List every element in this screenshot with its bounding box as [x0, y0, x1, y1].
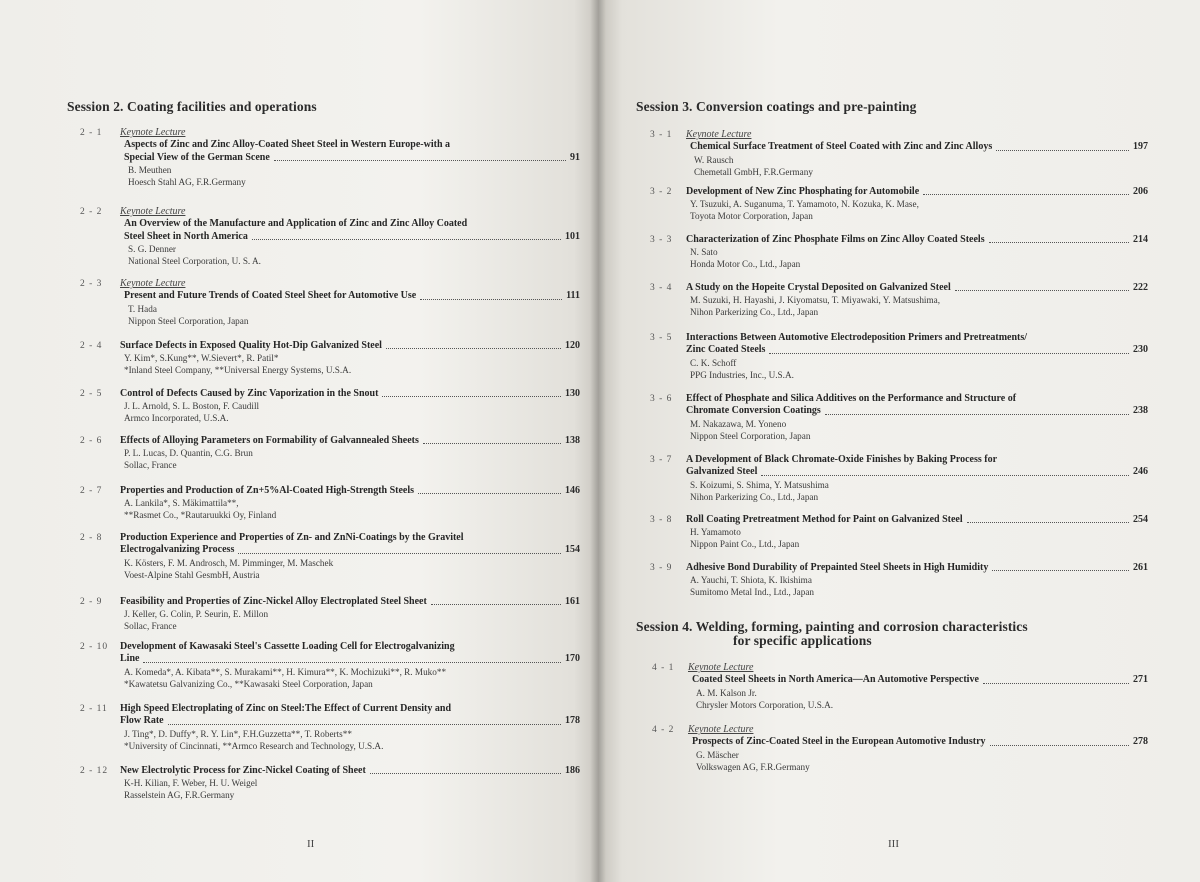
entry-number: 3 - 5 — [650, 333, 673, 343]
leader-dots — [382, 396, 561, 397]
entry-authors: K. Kösters, F. M. Androsch, M. Pimminger, M. Maschek — [124, 557, 334, 568]
entry-authors: A. M. Kalson Jr. — [696, 687, 757, 698]
page-number: 254 — [1133, 514, 1148, 525]
page-number: 178 — [565, 715, 580, 727]
page-number: 138 — [565, 435, 580, 446]
entry-title: Special View of the German Scene — [124, 151, 270, 163]
leader-dots — [431, 604, 561, 605]
page-number: 261 — [1133, 562, 1148, 573]
leader-dots — [143, 662, 561, 663]
left-page — [0, 0, 598, 882]
keynote-label: Keynote Lecture — [686, 129, 752, 140]
page-number: 101 — [565, 230, 580, 242]
leader-dots — [274, 160, 566, 161]
entry-title-row — [686, 141, 1148, 153]
entry-title-row — [686, 562, 1148, 574]
entry-number: 2 - 6 — [80, 436, 103, 446]
page-number: 230 — [1133, 344, 1148, 356]
page-number: 278 — [1133, 736, 1148, 748]
entry-title: Adhesive Bond Durability of Prepainted Steel Sheets in High Humidity — [686, 562, 989, 573]
leader-dots — [989, 242, 1129, 243]
entry-affiliation: Nihon Parkerizing Co., Ltd., Japan — [690, 307, 819, 318]
session-4-title — [636, 620, 1028, 648]
leader-dots — [761, 475, 1129, 476]
entry-affiliation: *University of Cincinnati, **Armco Research and Technology, U.S.A. — [124, 740, 384, 751]
entry-title-row — [686, 282, 1148, 294]
entry-title-row — [120, 715, 580, 727]
page-folio-left: II — [307, 838, 315, 850]
entry-title-line: High Speed Electroplating of Zinc on Steel:The Effect of Current Density and — [120, 703, 452, 714]
entry-affiliation: Volkswagen AG, F.R.Germany — [696, 761, 810, 772]
session-2-title: Session 2. Coating facilities and operations — [67, 99, 317, 114]
entry-authors: J. Keller, G. Colin, P. Seurin, E. Millon — [124, 609, 269, 620]
entry-affiliation: Nippon Steel Corporation, Japan — [690, 430, 811, 441]
entry-title-row — [120, 152, 580, 164]
entry-title: Chemical Surface Treatment of Steel Coated with Zinc and Zinc Alloys — [690, 141, 993, 153]
entry-title: Surface Defects in Exposed Quality Hot-Dip Galvanized Steel — [120, 340, 382, 351]
entry-title: Zinc Coated Steels — [686, 344, 766, 356]
leader-dots — [252, 239, 561, 240]
entry-number: 3 - 8 — [650, 515, 673, 525]
page-number: 91 — [570, 151, 580, 163]
entry-authors: A. Komeda*, A. Kibata**, S. Murakami**, H. Kimura**, K. Mochizuki**, R. Muko** — [124, 666, 447, 677]
entry-title-row — [688, 674, 1148, 686]
entry-title-row — [686, 234, 1148, 246]
entry-title: Galvanized Steel — [686, 466, 758, 478]
page-number: 246 — [1133, 466, 1148, 478]
entry-title-row — [120, 653, 580, 665]
entry-title-row — [120, 231, 580, 243]
entry-number: 3 - 3 — [650, 235, 673, 245]
entry-title-row — [686, 514, 1148, 526]
entry-affiliation: *Inland Steel Company, **Universal Energy Systems, U.S.A. — [124, 365, 352, 376]
entry-number: 2 - 8 — [80, 533, 103, 543]
entry-authors: B. Meuthen — [128, 165, 172, 176]
entry-number: 4 - 1 — [652, 663, 675, 673]
page-number: 111 — [566, 290, 580, 302]
entry-authors: Y. Kim*, S.Kung**, W.Sievert*, R. Patil* — [124, 353, 279, 364]
entry-title: Effects of Alloying Parameters on Formability of Galvannealed Sheets — [120, 435, 419, 446]
entry-affiliation: Sumitomo Metal Ind., Ltd., Japan — [690, 587, 815, 598]
leader-dots — [386, 348, 561, 349]
entry-title: Properties and Production of Zn+5%Al-Coated High-Strength Steels — [120, 485, 415, 496]
entry-title-row — [688, 736, 1148, 748]
entry-number: 3 - 9 — [650, 563, 673, 573]
leader-dots — [825, 414, 1129, 415]
entry-number: 3 - 7 — [650, 455, 673, 465]
keynote-label: Keynote Lecture — [688, 662, 754, 673]
entry-title-line: Effect of Phosphate and Silica Additives on the Performance and Structure of — [686, 393, 1017, 404]
entry-authors: Y. Tsuzuki, A. Suganuma, T. Yamamoto, N. Kozuka, K. Mase, — [690, 199, 919, 210]
leader-dots — [420, 299, 562, 300]
entry-authors: W. Rausch — [694, 154, 734, 165]
entry-number: 3 - 4 — [650, 283, 673, 293]
entry-affiliation: Rasselstein AG, F.R.Germany — [124, 790, 235, 801]
right-page — [598, 0, 1200, 882]
page-number: 146 — [565, 485, 580, 496]
leader-dots — [923, 194, 1129, 195]
entry-title-row — [686, 186, 1148, 198]
entry-affiliation: Voest-Alpine Stahl GesmbH, Austria — [124, 569, 260, 580]
entry-affiliation: Honda Motor Co., Ltd., Japan — [690, 259, 801, 270]
page-number: 214 — [1133, 234, 1148, 245]
entry-title: Electrogalvanizing Process — [120, 544, 235, 556]
entry-authors: A. Yauchi, T. Shiota, K. Ikishima — [690, 575, 812, 586]
entry-title-row — [120, 544, 580, 556]
entry-title: Steel Sheet in North America — [124, 230, 248, 242]
entry-affiliation: Chrysler Motors Corporation, U.S.A. — [696, 699, 834, 710]
entry-authors: M. Nakazawa, M. Yoneno — [690, 418, 787, 429]
leader-dots — [967, 522, 1129, 523]
entry-title-row — [686, 466, 1148, 478]
entry-title: Prospects of Zinc-Coated Steel in the European Automotive Industry — [692, 736, 986, 748]
leader-dots — [992, 570, 1129, 571]
keynote-label: Keynote Lecture — [120, 127, 186, 138]
entry-title: Present and Future Trends of Coated Steel Sheet for Automotive Use — [124, 290, 417, 302]
entry-title: Line — [120, 653, 140, 665]
page-number: 186 — [565, 765, 580, 776]
entry-title: Roll Coating Pretreatment Method for Paint on Galvanized Steel — [686, 514, 963, 525]
entry-number: 3 - 1 — [650, 130, 673, 140]
page-number: 222 — [1133, 282, 1148, 293]
leader-dots — [769, 353, 1129, 354]
entry-affiliation: **Rasmet Co., *Rautaruukki Oy, Finland — [124, 510, 277, 521]
entry-title-row — [120, 388, 580, 400]
page-number: 161 — [565, 596, 580, 607]
entry-affiliation: Sollac, France — [124, 621, 177, 632]
entry-title-row — [120, 290, 580, 302]
entry-title-line: Development of Kawasaki Steel's Cassette Loading Cell for Electrogalvanizing — [120, 641, 455, 652]
entry-affiliation: Nippon Paint Co., Ltd., Japan — [690, 539, 800, 550]
session-4-title-line-2: for specific applications — [733, 633, 872, 648]
page-number: 170 — [565, 653, 580, 665]
entry-number: 4 - 2 — [652, 725, 675, 735]
page-number: 238 — [1133, 405, 1148, 417]
page-number: 271 — [1133, 674, 1148, 686]
entry-affiliation: Sollac, France — [124, 460, 177, 471]
page-number: 197 — [1133, 141, 1148, 153]
entry-title: A Study on the Hopeite Crystal Deposited on Galvanized Steel — [686, 282, 951, 293]
page-number: 120 — [565, 340, 580, 351]
entry-number: 2 - 4 — [80, 341, 103, 351]
entry-title: New Electrolytic Process for Zinc-Nickel Coating of Sheet — [120, 765, 366, 776]
entry-number: 2 - 3 — [80, 279, 103, 289]
entry-number: 2 - 1 — [80, 128, 103, 138]
leader-dots — [990, 745, 1129, 746]
entry-affiliation: PPG Industries, Inc., U.S.A. — [690, 369, 794, 380]
entry-number: 2 - 12 — [80, 766, 109, 776]
entry-title: Control of Defects Caused by Zinc Vaporization in the Snout — [120, 388, 379, 399]
page-number: 206 — [1133, 186, 1148, 197]
entry-authors: H. Yamamoto — [690, 527, 741, 538]
entry-authors: S. Koizumi, S. Shima, Y. Matsushima — [690, 479, 829, 490]
entry-authors: J. L. Arnold, S. L. Boston, F. Caudill — [124, 401, 260, 412]
leader-dots — [370, 773, 561, 774]
entry-authors: P. L. Lucas, D. Quantin, C.G. Brun — [124, 448, 253, 459]
entry-number: 2 - 7 — [80, 486, 103, 496]
entry-affiliation: *Kawatetsu Galvanizing Co., **Kawasaki Steel Corporation, Japan — [124, 678, 373, 689]
leader-dots — [238, 553, 561, 554]
entry-affiliation: Nippon Steel Corporation, Japan — [128, 315, 249, 326]
entry-number: 2 - 2 — [80, 207, 103, 217]
entry-affiliation: Armco Incorporated, U.S.A. — [124, 413, 229, 424]
entry-title-row — [686, 344, 1148, 356]
entry-number: 2 - 11 — [80, 704, 108, 714]
entry-authors: S. G. Denner — [128, 244, 176, 255]
entry-authors: N. Sato — [690, 247, 718, 258]
session-3-title: Session 3. Conversion coatings and pre-painting — [636, 99, 917, 114]
entry-title-row — [120, 435, 580, 447]
entry-authors: A. Lankila*, S. Mäkimattila**, — [124, 498, 239, 509]
entry-authors: C. K. Schoff — [690, 357, 737, 368]
entry-authors: G. Mäscher — [696, 749, 739, 760]
leader-dots — [418, 493, 561, 494]
entry-authors: K-H. Kilian, F. Weber, H. U. Weigel — [124, 778, 258, 789]
entry-title-row — [120, 765, 580, 777]
entry-title-line: A Development of Black Chromate-Oxide Finishes by Baking Process for — [686, 454, 998, 465]
entry-title-row — [120, 596, 580, 608]
entry-number: 2 - 9 — [80, 597, 103, 607]
keynote-label: Keynote Lecture — [120, 278, 186, 289]
entry-number: 3 - 2 — [650, 187, 673, 197]
entry-authors: T. Hada — [128, 303, 157, 314]
entry-authors: M. Suzuki, H. Hayashi, J. Kiyomatsu, T. Miyawaki, Y. Matsushima, — [690, 295, 941, 306]
leader-dots — [983, 683, 1129, 684]
entry-title: Development of New Zinc Phosphating for Automobile — [686, 186, 920, 197]
page-number: 130 — [565, 388, 580, 399]
entry-authors: J. Ting*, D. Duffy*, R. Y. Lin*, F.H.Guzzetta**, T. Roberts** — [124, 728, 352, 739]
leader-dots — [423, 443, 561, 444]
leader-dots — [168, 724, 561, 725]
leader-dots — [996, 150, 1129, 151]
entry-affiliation: Nihon Parkerizing Co., Ltd., Japan — [690, 491, 819, 502]
entry-number: 3 - 6 — [650, 394, 673, 404]
entry-title-line: Production Experience and Properties of Zn- and ZnNi-Coatings by the Gravitel — [120, 532, 464, 543]
entry-title-row — [120, 340, 580, 352]
entry-affiliation: National Steel Corporation, U. S. A. — [128, 256, 261, 267]
keynote-label: Keynote Lecture — [120, 206, 186, 217]
entry-title-line: An Overview of the Manufacture and Application of Zinc and Zinc Alloy Coated — [124, 218, 468, 230]
entry-title: Chromate Conversion Coatings — [686, 405, 821, 417]
entry-title-line: Aspects of Zinc and Zinc Alloy-Coated Sheet Steel in Western Europe-with a — [124, 139, 451, 151]
entry-title-row — [120, 485, 580, 497]
entry-title: Characterization of Zinc Phosphate Films on Zinc Alloy Coated Steels — [686, 234, 985, 245]
entry-title-row — [686, 405, 1148, 417]
entry-number: 2 - 10 — [80, 642, 109, 652]
entry-title-line: Interactions Between Automotive Electrodeposition Primers and Pretreatments/ — [686, 332, 1028, 343]
page-folio-right: III — [888, 838, 899, 850]
entry-number: 2 - 5 — [80, 389, 103, 399]
entry-affiliation: Toyota Motor Corporation, Japan — [690, 211, 813, 222]
entry-affiliation: Chemetall GmbH, F.R.Germany — [694, 166, 813, 177]
book-gutter — [590, 0, 606, 882]
page-number: 154 — [565, 544, 580, 556]
leader-dots — [955, 290, 1129, 291]
entry-affiliation: Hoesch Stahl AG, F.R.Germany — [128, 177, 246, 188]
keynote-label: Keynote Lecture — [688, 724, 754, 735]
entry-title: Flow Rate — [120, 715, 164, 727]
entry-title: Feasibility and Properties of Zinc-Nickel Alloy Electroplated Steel Sheet — [120, 596, 427, 607]
session-4-title-line-1: Session 4. Welding, forming, painting and corrosion characteristics — [636, 619, 1028, 634]
entry-title: Coated Steel Sheets in North America—An Automotive Perspective — [692, 674, 979, 686]
